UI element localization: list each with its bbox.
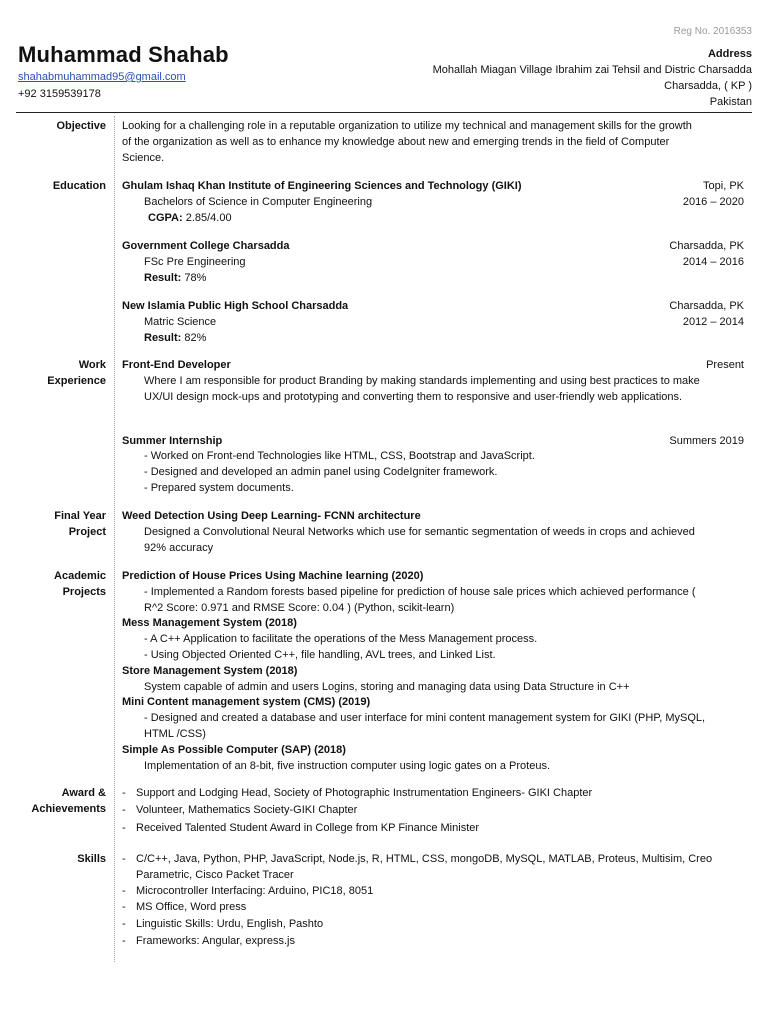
job-description: UX/UI design mock-ups and prototyping and converting them to responsive and user-friendly web applications. [144, 391, 683, 403]
label-award: Award & [61, 787, 106, 799]
label-experience: Experience [47, 375, 106, 387]
edu-result-label: Result: [144, 332, 182, 344]
skill-text: MS Office, Word press [136, 901, 247, 913]
edu-result-value: 78% [184, 272, 207, 284]
job-title: Front-End Developer [122, 359, 231, 371]
job-date: Summers 2019 [669, 435, 744, 447]
registration-number: Reg No. 2016353 [673, 26, 752, 37]
edu-years: 2012 – 2014 [682, 316, 744, 328]
skill-item [122, 851, 744, 868]
phone-number: +92 3159539178 [18, 88, 101, 100]
edu-school: Government College Charsadda [122, 240, 290, 252]
skill-item [122, 899, 744, 916]
label-academic: Academic [54, 570, 106, 582]
edu-school: Ghulam Ishaq Khan Institute of Engineering Sciences and Technology (GIKI) [122, 180, 522, 192]
skill-text: C/C++, Java, Python, PHP, JavaScript, Node.js, R, HTML, CSS, mongoDB, MySQL, MATLAB, Proteus, Multisim, Creo [136, 853, 713, 865]
bullet-dash: - [122, 901, 126, 913]
edu-place: Charsadda, PK [669, 300, 744, 312]
bullet-dash: - [122, 787, 126, 799]
job-description: - Designed and developed an admin panel using CodeIgniter framework. [144, 466, 498, 478]
edu-degree: Matric Science [144, 316, 217, 328]
skill-item-continued: Parametric, Cisco Packet Tracer [136, 869, 294, 881]
address-title: Address [707, 48, 752, 60]
edu-result [144, 330, 744, 346]
edu-place: Topi, PK [703, 180, 744, 192]
project-title: Prediction of House Prices Using Machine learning (2020) [122, 570, 424, 582]
header-divider [16, 112, 752, 113]
address-line: Charsadda, ( KP ) [664, 80, 752, 92]
project-title: Mess Management System (2018) [122, 617, 297, 629]
edu-degree: FSc Pre Engineering [144, 256, 246, 268]
edu-result [148, 210, 744, 226]
skill-item [122, 883, 744, 900]
skill-text: Linguistic Skills: Urdu, English, Pashto [136, 918, 324, 930]
award-text: Support and Lodging Head, Society of Photographic Instrumentation Engineers- GIKI Chapter [136, 787, 593, 799]
edu-result-label: Result: [144, 272, 182, 284]
edu-degree: Bachelors of Science in Computer Engineering [144, 196, 373, 208]
edu-result-label: CGPA: [148, 212, 183, 224]
objective-line: Science. [122, 152, 165, 164]
bullet-dash: - [122, 822, 126, 834]
bullet-dash: - [122, 804, 126, 816]
project-title: Store Management System (2018) [122, 665, 298, 677]
address-block [433, 46, 752, 110]
fyp-description: Designed a Convolutional Neural Networks which use for semantic segmentation of weeds in crops and achieved [144, 526, 695, 538]
award-text: Volunteer, Mathematics Society-GIKI Chapter [136, 804, 358, 816]
edu-school: New Islamia Public High School Charsadda [122, 300, 349, 312]
label-project: Project [68, 526, 106, 538]
project-description: System capable of admin and users Logins, storing and managing data using Data Structure in C++ [144, 681, 630, 693]
project-description: Implementation of an 8-bit, five instruction computer using logic gates on a Proteus. [144, 760, 550, 772]
project-description: - Designed and created a database and user interface for mini content management system for GIKI (PHP, MySQL, [144, 712, 706, 724]
skill-text: Frameworks: Angular, express.js [136, 935, 295, 947]
bullet-dash: - [122, 918, 126, 930]
job-description: - Worked on Front-end Technologies like HTML, CSS, Bootstrap and JavaScript. [144, 450, 535, 462]
label-objective: Objective [56, 120, 106, 132]
project-description: HTML /CSS) [144, 728, 206, 740]
label-education: Education [52, 180, 106, 192]
job-description: - Prepared system documents. [144, 482, 294, 494]
address-line: Mohallah Miagan Village Ibrahim zai Tehsil and Distric Charsadda [432, 64, 752, 76]
project-title: Simple As Possible Computer (SAP) (2018) [122, 744, 346, 756]
label-skills: Skills [77, 853, 106, 865]
label-work: Work [78, 359, 106, 371]
skill-item [122, 933, 744, 950]
project-description: - A C++ Application to facilitate the operations of the Mess Management process. [144, 633, 538, 645]
award-item [122, 820, 744, 837]
award-text: Received Talented Student Award in College from KP Finance Minister [136, 822, 480, 834]
objective-line: of the organization as well as to enhance my knowledge about new and emerging trends in the field of Computer [122, 136, 670, 148]
bullet-dash: - [122, 853, 126, 865]
project-description: - Using Objected Oriented C++, file handling, AVL trees, and Linked List. [144, 649, 496, 661]
fyp-title: Weed Detection Using Deep Learning- FCNN architecture [122, 510, 421, 522]
project-title: Mini Content management system (CMS) (2019) [122, 696, 371, 708]
edu-result-value: 82% [184, 332, 207, 344]
edu-result-value: 2.85/4.00 [185, 212, 232, 224]
job-description: Where I am responsible for product Branding by making standards implementing and using best practices to make [144, 375, 700, 387]
job-title: Summer Internship [122, 435, 223, 447]
label-final-year: Final Year [54, 510, 106, 522]
email-link[interactable]: shahabmuhammad95@gmail.com [18, 71, 186, 83]
bullet-dash: - [122, 885, 126, 897]
edu-result [144, 270, 744, 286]
skill-item [122, 916, 744, 933]
edu-years: 2014 – 2016 [682, 256, 744, 268]
edu-place: Charsadda, PK [669, 240, 744, 252]
job-date: Present [706, 359, 744, 371]
project-description: - Implemented a Random forests based pipeline for prediction of house sale prices which achieved performance ( [144, 586, 696, 598]
project-description: R^2 Score: 0.971 and RMSE Score: 0.04 ) (Python, scikit-learn) [144, 602, 455, 614]
address-line: Pakistan [709, 96, 752, 108]
candidate-name: Muhammad Shahab [18, 42, 229, 67]
award-item [122, 802, 744, 819]
section-divider [114, 116, 115, 962]
objective-line: Looking for a challenging role in a reputable organization to utilize my technical and management skills for the growth [122, 120, 692, 132]
bullet-dash: - [122, 935, 126, 947]
edu-years: 2016 – 2020 [682, 196, 744, 208]
fyp-description: 92% accuracy [144, 542, 214, 554]
skill-text: Microcontroller Interfacing: Arduino, PIC18, 8051 [136, 885, 374, 897]
award-item [122, 785, 744, 802]
label-projects: Projects [62, 586, 106, 598]
label-achievements: Achievements [31, 803, 106, 815]
